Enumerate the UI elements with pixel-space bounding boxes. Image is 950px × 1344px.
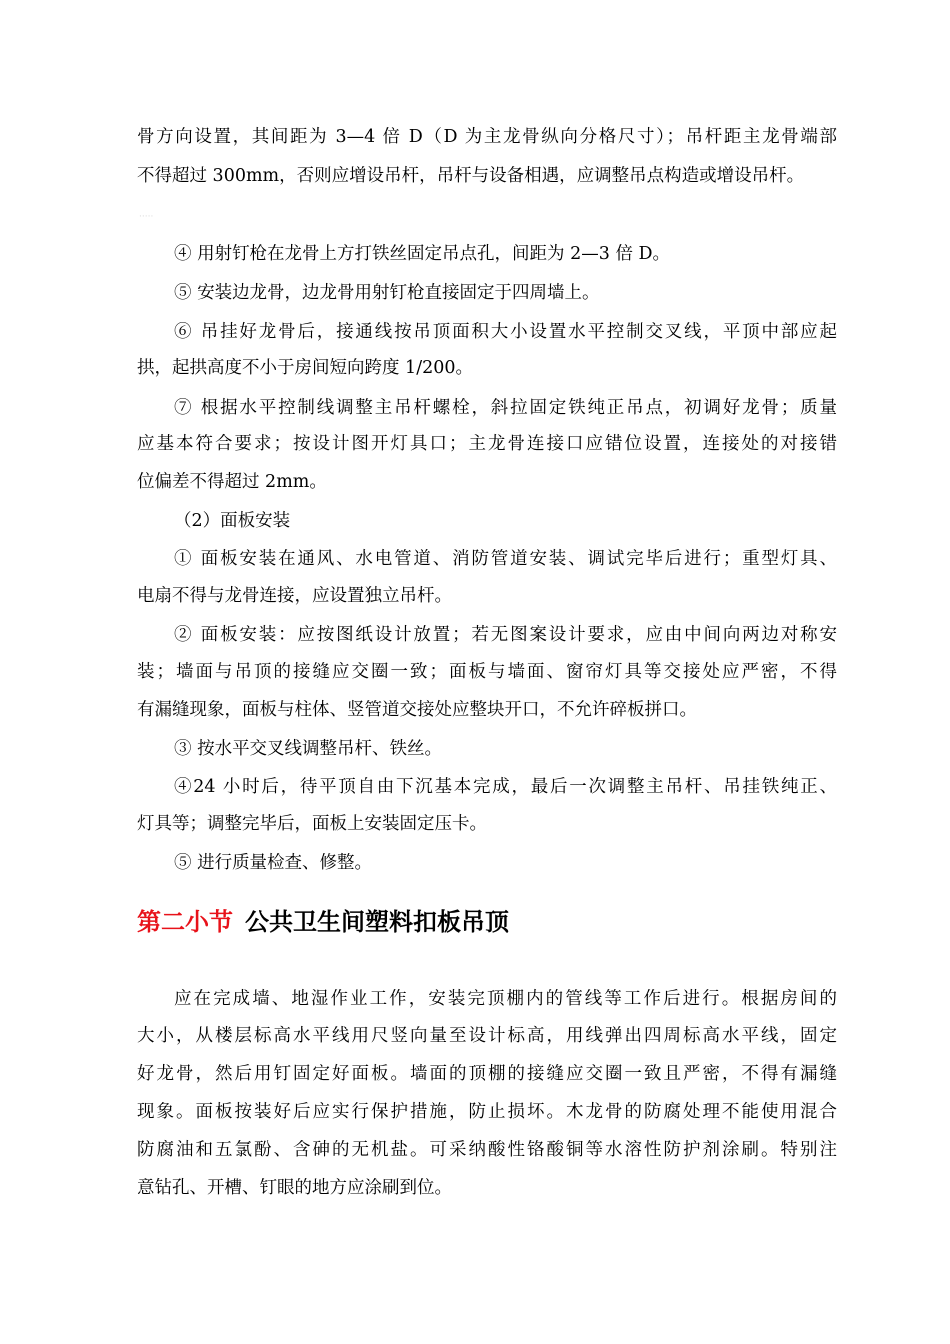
list-item-line: ④24 小时后，待平顶自由下沉基本完成，最后一次调整主吊杆、吊挂铁纯正、	[174, 777, 837, 797]
list-item-line: 拱，起拱高度不小于房间短向跨度 1/200。	[137, 358, 473, 378]
list-item-line: ① 面板安装在通风、水电管道、消防管道安装、调试完毕后进行；重型灯具、	[174, 549, 837, 569]
subsection-title: （2）面板安装	[174, 511, 291, 531]
list-item-line: 灯具等；调整完毕后，面板上安装固定压卡。	[137, 814, 487, 834]
list-item-line: 位偏差不得超过 2mm。	[137, 472, 327, 492]
list-item-line: ④ 用射钉枪在龙骨上方打铁丝固定吊点孔，间距为 2—3 倍 D。	[174, 244, 671, 264]
section-title: 公共卫生间塑料扣板吊顶	[245, 907, 509, 936]
list-item-line: ③ 按水平交叉线调整吊杆、铁丝。	[174, 739, 443, 759]
section-number: 第二小节	[137, 907, 233, 936]
paragraph-line: 骨方向设置，其间距为 3—4 倍 D（D 为主龙骨纵向分格尺寸）；吊杆距主龙骨端部	[137, 127, 837, 147]
paragraph-line: 意钻孔、开槽、钉眼的地方应涂刷到位。	[137, 1178, 452, 1198]
list-item-line: 装；墙面与吊顶的接缝应交圈一致；面板与墙面、窗帘灯具等交接处应严密，不得	[137, 662, 837, 682]
list-item-line: 有漏缝现象，面板与柱体、竖管道交接处应整块开口，不允许碎板拼口。	[137, 700, 697, 720]
paragraph-line: 防腐油和五氯酚、含砷的无机盐。可采纳酸性铬酸铜等水溶性防护剂涂刷。特别注	[137, 1140, 837, 1160]
list-item-line: 电扇不得与龙骨连接，应设置独立吊杆。	[137, 586, 452, 606]
paragraph-line: 应在完成墙、地湿作业工作，安装完顶棚内的管线等工作后进行。根据房间的	[174, 989, 837, 1009]
paragraph-line: 大小，从楼层标高水平线用尺竖向量至设计标高，用线弹出四周标高水平线，固定	[137, 1026, 837, 1046]
list-item-line: ⑤ 进行质量检查、修整。	[174, 853, 373, 873]
list-item-line: ⑤ 安装边龙骨，边龙骨用射钉枪直接固定于四周墙上。	[174, 283, 600, 303]
section-heading	[137, 902, 509, 942]
paragraph-line: 现象。面板按装好后应实行保护措施，防止损坏。木龙骨的防腐处理不能使用混合	[137, 1102, 837, 1122]
paragraph-line	[137, 204, 837, 229]
list-item-line: ⑦ 根据水平控制线调整主吊杆螺栓，斜拉固定铁纯正吊点，初调好龙骨；质量	[174, 398, 837, 418]
paragraph-line: 好龙骨，然后用钉固定好面板。墙面的顶棚的接缝应交圈一致且严密，不得有漏缝	[137, 1064, 837, 1084]
list-item-line: ⑥ 吊挂好龙骨后，接通线按吊顶面积大小设置水平控制交叉线，平顶中部应起	[174, 322, 837, 342]
list-item-line: ② 面板安装：应按图纸设计放置；若无图案设计要求，应由中间向两边对称安	[174, 625, 837, 645]
faint-mark: ·····	[139, 211, 154, 222]
paragraph-line: 不得超过 300mm，否则应增设吊杆，吊杆与设备相遇，应调整吊点构造或增设吊杆。	[137, 166, 805, 186]
list-item-line: 应基本符合要求；按设计图开灯具口；主龙骨连接口应错位设置，连接处的对接错	[137, 434, 837, 454]
